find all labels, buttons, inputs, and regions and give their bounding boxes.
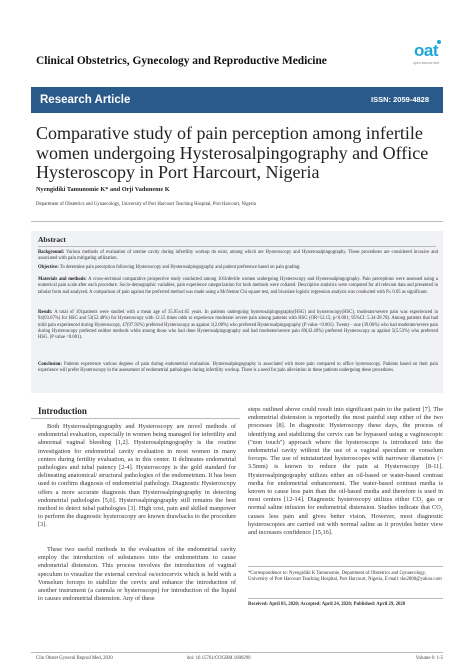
article-authors: Nyengidiki Tamunomie K* and Orji Vaduneme K: [36, 186, 170, 193]
abstract-methods-text: A cross-sectional comparative prospective study conducted among 101infertile women undergoing Hysteroscopy and Hysterosalpingography. Pain perceptions were assessed using a numerical pain scale after each procedure. Socio-demographic variables, pain experience categorization for both methods were collated. Descriptive statistics were computed for all relevant data and presented in tabular form and analyzed. A comparison of pain against the preferred method was made using a McNemar Chi square test, and bivariate logistic regression analysis was conducted with P≤ 0.05 as significant.: [38, 277, 438, 295]
footer-divider: [31, 652, 443, 653]
correspondence: *Correspondence to: Nyengidiki K Tamunomie, Department of Obstetrics and Gynaecology, University of Port Harcourt Teaching Hospital, Port Harcourt, Nigeria, E-mail: tkn2000@yahoo.com: [248, 571, 442, 583]
correspondence-divider: [248, 566, 443, 567]
intro-paragraph-2: These two useful methods in the evaluation of the endometrial cavity employ the introduction of substances into the endometrium to cause endometrial distension. This process involves the introduction of vaginal speculum to visualize the external cervical os/ectocervix which is held with a Vonselum forceps to stabilize the cervix and enhance the introduction of another instrument (a cannula or hysteroscope) for introduction of the liquid to causes endometrial distension. Any of these: [38, 546, 236, 603]
journal-name: Clinical Obstetrics, Gynecology and Reproductive Medicine: [36, 55, 327, 67]
abstract-conclusion: [38, 362, 438, 375]
divider: [31, 221, 443, 222]
logo-tagline: open access text: [412, 61, 440, 65]
abstract-background-label: Background:: [38, 250, 65, 255]
abstract-conclusion-label: Conclusion:: [38, 362, 62, 367]
abstract-methods: [38, 277, 438, 296]
abstract-result-text: A total of 101patients were studied with a mean age of 35.95±4.65 years. In patients undergoing hysterosalpingography(HSG) and hysteroscopy(HSC), moderate/severe pain was experienced in 94(93.07%) for HSG and 53(52.48%) for Hysteroscopy with 12.15 times odds to experience moderate/ severe pain among patients with HSG (OR=12.15; p<0.001; 95%CI: 5.34-28.78). Among patients that had mild pain experienced during Hysteroscopy, 47(97.92%) preferred Hysteroscopy as against 1(2.08%) who preferred Hysterosalpingography (P value <0.001). Twenty - one (39.06%) who had moderate/severe pain during Hysteroscopy preferred neither methods while among those who had done Hysterosalpingography and had moderate/severe pain 69(43.40%) preferred Hysteroscopy as against 5(5.53%) who preferred HSG. (P value <0.001).: [38, 310, 438, 341]
introduction-divider: [31, 418, 240, 419]
intro-paragraph-1: Both Hysterosalpingography and Hysteroscopy are novel methods of endometrial evaluation, especially in women being managed for infertility and abnormal vaginal bleeding [1,2]. Hysterosalpingography is the routine investigation for endometrial cavity evaluation in most women in many centers during fertility evaluation, as in this center. It delineates endometrial pathologies and tubal patency [2-4]. Hysteroscopy is the gold standard for delineating anatomical/ structural pathologies of the endometrium. It has been used to confirm diagnosis of endometrial pathology. Diagnostic Hysteroscopy offers a more accurate diagnosis than Hysterosalpingography in detecting endometrial pathologies [5,6]. Hysterosalpingography still remains the best method to detect tubal pathologies [3]. High cost, pain and skilled manpower to perform the diagnostic hysteroscopy are known drawbacks to the procedure [3].: [38, 423, 236, 529]
abstract-result: [38, 310, 438, 341]
abstract-objective-text: To determine pain perception following Hysteroscopy and Hysterosalpingography and patient preference based on pain grading.: [59, 265, 301, 270]
article-title: Comparative study of pain perception among infertile women undergoing Hysterosalpingography and Office Hysteroscopy in Port Harcourt, Nigeria: [36, 123, 429, 183]
abstract-background: [38, 250, 438, 263]
dates-divider: [248, 598, 443, 599]
abstract-conclusion-text: Patients experience various degrees of pain during endometrial evaluation. Hysterosalpingography is associated with more pain compared to office hysteroscopy. Patients based on their pain experience will prefer Hysteroscopy in the assessment of endometrial pathologies during infertility workup. There is a need for pain alleviation in these patients undergoing these procedures.: [38, 362, 439, 374]
abstract-result-label: Result:: [38, 310, 53, 315]
publisher-logo: [409, 39, 443, 73]
abstract-objective-label: Objective:: [38, 265, 59, 270]
article-type-banner: [31, 87, 443, 113]
abstract-background-text: Various methods of evaluation of uterine cavity during infertility workup do exist, among which are Hysteroscopy and Hysterosalpingography. These procedures are considered invasive and associated with pain mitigating utilization.: [38, 250, 438, 262]
abstract-divider: [38, 246, 436, 247]
article-type-label: Research Article: [40, 94, 131, 106]
abstract-objective: [38, 265, 438, 271]
logo-text: oat: [414, 41, 438, 60]
footer-citation: Clin Obstet Gynecol Reprod Med, 2020: [36, 656, 113, 661]
article-affiliation: Department of Obstetrics and Gynaecology, University of Port Harcourt Teaching Hospital, Port Harcourt, Nigeria: [36, 202, 256, 207]
issn-label: ISSN: 2059-4828: [371, 95, 429, 104]
intro-paragraph-3: steps outlined above could result into significant pain to the patient [7]. The endometrial distension is reportedly the most painful step either of the two processes [8]. In diagnostic Hysteroscopy these days, the process of identifying and stabilizing the cervix can be bypassed using a vaginoscopic ("non touch") approach where the hysteroscope is introduced into the endometrial cavity without the use of a vaginal speculum or vonselum forceps. The use of miniaturized hysteroscopes with narrower diameters (< 3.5mm) is known to reduce the pain at Hysteroscopy [8-11]. Hysterosalpingography utilizes either an oil-based or water-based contrast media for endometrial enhancement. The water-based contrast media is known to cause less pain than the oil-based media and therefore is used in most centers [12-14]. Diagnostic hysteroscopy utilizes either CO₂ gas or normal saline infusion for endometrial distension. Studies indicate that CO₂ causes less pain and gives better vision. However, most diagnostic hysteroscopies are carried out with normal saline as it provides better view and increases confidence [15,16].: [248, 406, 443, 537]
abstract-methods-label: Materials and methods:: [38, 277, 87, 282]
footer-volume: Volume 6: 1-5: [415, 656, 443, 661]
footer-doi: doi: 10.15761/COGRM.1000290: [187, 656, 251, 661]
publication-dates: Received: April 03, 2020; Accepted: April 24, 2020; Published: April 29, 2020: [248, 602, 406, 607]
abstract-heading: Abstract: [38, 235, 66, 244]
introduction-heading: Introduction: [38, 406, 87, 416]
